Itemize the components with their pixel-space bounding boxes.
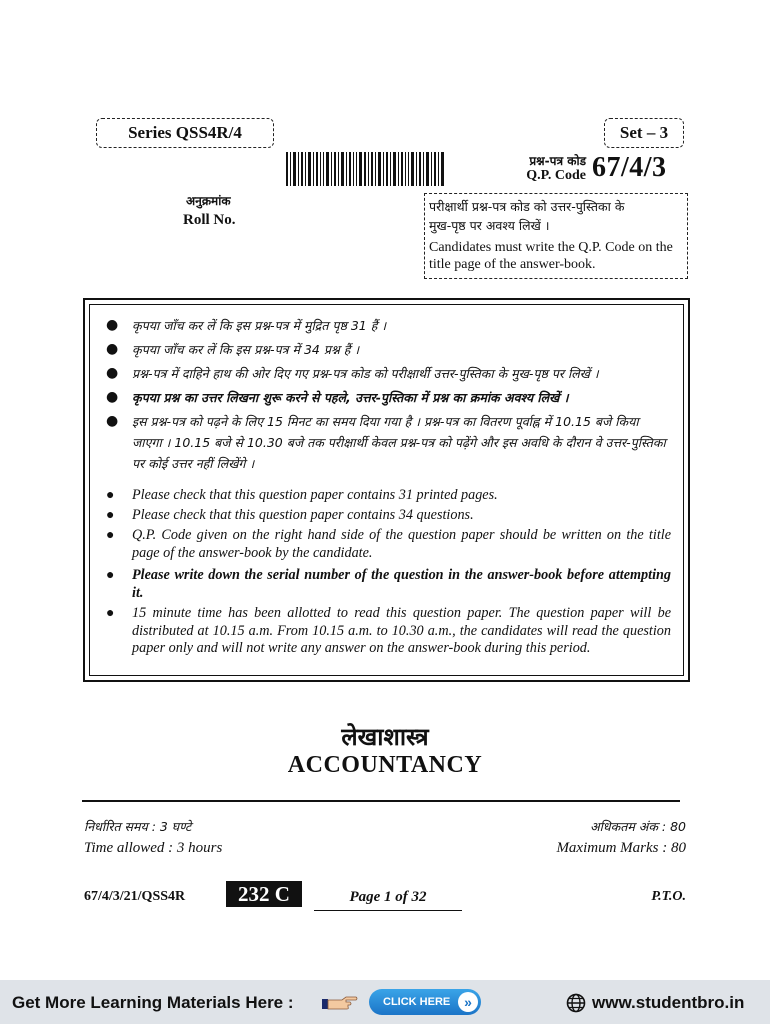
pto-label: P.T.O. xyxy=(651,889,686,904)
bullet-icon: ● xyxy=(106,317,119,333)
set-label: Set – 3 xyxy=(604,118,684,148)
bullet-icon: ● xyxy=(106,528,115,543)
page-indicator: Page 1 of 32 xyxy=(314,889,462,911)
instruction-hindi-1 xyxy=(106,315,671,336)
subject-hindi: लेखाशास्त्र xyxy=(341,723,429,751)
bullet-icon: ● xyxy=(106,568,115,583)
instruction-text: इस प्रश्न-पत्र को पढ़ने के लिए 15 मिनट का समय दिया गया है । प्रश्न-पत्र का वितरण पूर्वाह्न में 10.15 बजे किया जाएगा । 10.15 बजे से 10.30 बजे तक परीक्षार्थी केवल प्रश्न-पत्र को पढ़ेंगे और इस अवधि के दौरान वे उत्तर-पुस्तिका पर कोई उत्तर नहीं लिखेंगे । xyxy=(132,414,666,471)
roll-label: Roll No. xyxy=(183,212,236,228)
pointing-hand-icon xyxy=(322,994,358,1012)
instruction-text: Q.P. Code given on the right hand side of the question paper should be written on the title page of the answer-book by the candidate. xyxy=(132,527,671,561)
instructions-box xyxy=(83,298,690,682)
bullet-icon: ● xyxy=(106,488,115,503)
bullet-icon: ● xyxy=(106,365,119,381)
instruction-english-4 xyxy=(106,567,671,602)
instruction-text: कृपया जाँच कर लें कि इस प्रश्न-पत्र में 34 प्रश्न हैं । xyxy=(132,342,360,357)
click-here-label: CLICK HERE xyxy=(383,996,451,1008)
subject-title: ACCOUNTANCY xyxy=(287,752,483,778)
instruction-english-3 xyxy=(106,527,671,562)
barcode xyxy=(286,152,444,186)
paper-code: 67/4/3/21/QSS4R xyxy=(84,889,186,904)
series-label: Series QSS4R/4 xyxy=(96,118,274,148)
bullet-icon: ● xyxy=(106,413,119,429)
roll-label-hindi: अनुक्रमांक xyxy=(186,194,231,208)
max-marks: Maximum Marks : 80 xyxy=(556,840,686,856)
max-marks-hindi: अधिकतम अंक : 80 xyxy=(590,819,686,834)
qp-code-label-hindi: प्रश्न-पत्र कोड xyxy=(529,154,586,168)
instruction-text: कृपया जाँच कर लें कि इस प्रश्न-पत्र में मुद्रित पृष्ठ 31 हैं । xyxy=(132,318,387,333)
bullet-icon: ● xyxy=(106,341,119,357)
instruction-text: 15 minute time has been allotted to read this question paper. The question paper will be distributed at 10.15 a.m. From 10.15 a.m. to 10.30 a.m., the candidates will read the question paper only and will not write any answer on the answer-book during this period. xyxy=(132,605,671,656)
instruction-hindi-2 xyxy=(106,339,671,360)
candidate-note-hindi-2: मुख-पृष्ठ पर अवश्य लिखें । xyxy=(429,218,550,233)
candidate-note-english: Candidates must write the Q.P. Code on the title page of the answer-book. xyxy=(429,240,673,272)
instruction-hindi-5 xyxy=(106,411,671,474)
bullet-icon: ● xyxy=(106,508,115,523)
divider xyxy=(82,800,680,802)
click-here-button[interactable] xyxy=(369,989,481,1015)
subject-code-badge: 232 C xyxy=(226,881,302,907)
website-link[interactable]: www.studentbro.in xyxy=(592,993,745,1012)
qp-code: 67/4/3 xyxy=(592,152,667,183)
instruction-text: Please check that this question paper contains 31 printed pages. xyxy=(132,487,498,503)
globe-icon xyxy=(566,993,586,1013)
double-chevron-right-icon: » xyxy=(458,992,478,1012)
instruction-english-2 xyxy=(106,507,671,525)
qp-code-label: Q.P. Code xyxy=(526,168,586,183)
candidate-note-hindi-1: परीक्षार्थी प्रश्न-पत्र कोड को उत्तर-पुस्तिका के xyxy=(429,199,625,214)
instruction-text: Please write down the serial number of the question in the answer-book before attempting it. xyxy=(132,567,671,601)
promo-text: Get More Learning Materials Here : xyxy=(12,993,294,1012)
time-allowed: Time allowed : 3 hours xyxy=(84,840,223,856)
instruction-english-1 xyxy=(106,487,671,505)
candidate-note-box xyxy=(424,193,688,279)
instruction-hindi-3 xyxy=(106,363,671,384)
time-allowed-hindi: निर्धारित समय : 3 घण्टे xyxy=(84,819,192,834)
bullet-icon: ● xyxy=(106,606,115,621)
instruction-text: कृपया प्रश्न का उत्तर लिखना शुरू करने से पहले, उत्तर-पुस्तिका में प्रश्न का क्रमांक अवश्य लिखें । xyxy=(132,390,569,405)
instruction-text: Please check that this question paper contains 34 questions. xyxy=(132,507,474,523)
instruction-hindi-4 xyxy=(106,387,671,408)
instruction-text: प्रश्न-पत्र में दाहिने हाथ की ओर दिए गए प्रश्न-पत्र कोड को परीक्षार्थी उत्तर-पुस्तिका के मुख-पृष्ठ पर लिखें । xyxy=(132,366,599,381)
bullet-icon: ● xyxy=(106,389,119,405)
instruction-english-5 xyxy=(106,605,671,658)
